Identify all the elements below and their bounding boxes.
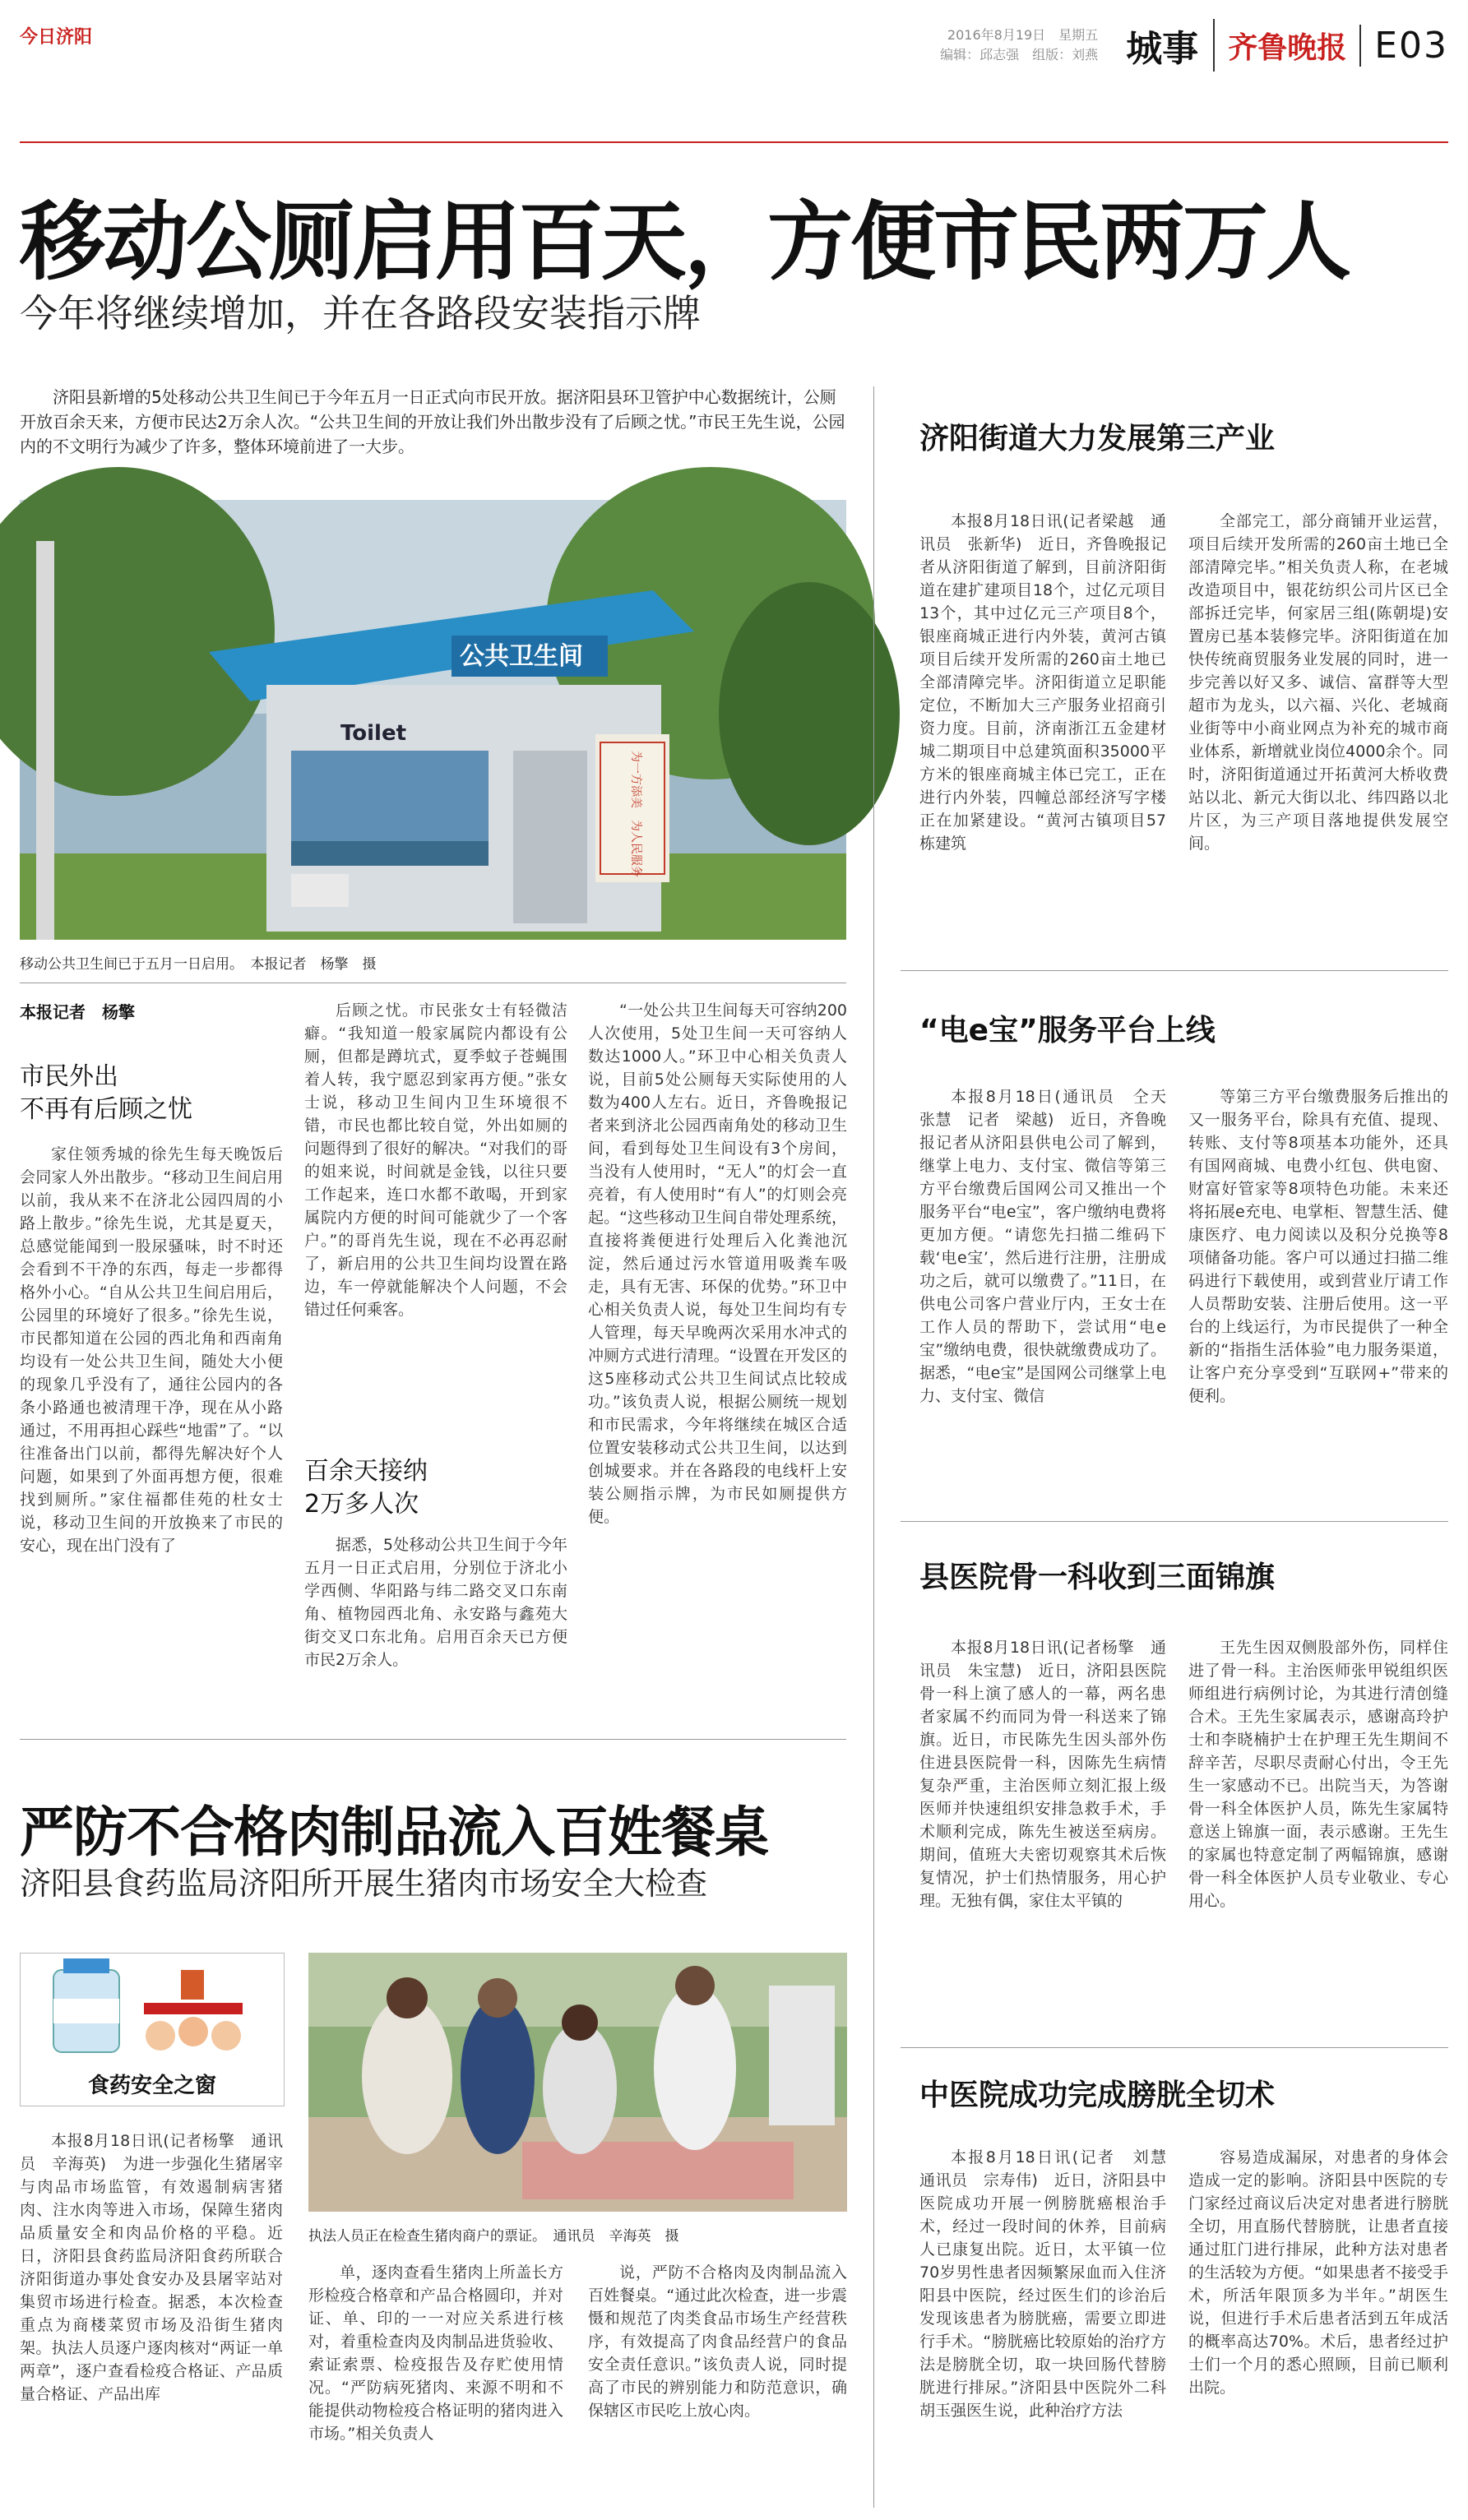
header-rule: [20, 141, 1448, 143]
photo-toilet-text: Toilet: [340, 721, 407, 746]
story3-column-2: [1188, 1085, 1448, 1505]
header-meta: [940, 25, 1098, 65]
lead-paragraph: 济阳县新增的5处移动公共卫生间已于今年五月一日正式向市民开放。据济阳县环卫管护中心数据统计，公厕开放百余天来，方便市民达2万余人次。“公共卫生间的开放让我们外出散步没有了后顾之忧。”市民王先生说，公园内的不文明行为减少了许多，整体环境前进了一大步。: [20, 387, 845, 456]
story3-col2-text: 等第三方平台缴费服务后推出的又一服务平台，除具有充值、提现、转账、支付等8项基本功能外，还具有国网商城、电费小红包、供电窗、财富好管家等8项特色功能。未来还将拓展e充电、电掌柜、智慧生活、健康医疗、电力阅读以及积分兑换等8项储备功能。客户可以通过扫描二维码进行下载使用，或到营业厅请工作人员帮助安装、注册后使用。这一平台的上线运行，为市民提供了一种全新的“指指生活体验”电力服务渠道，让客户充分享受到“互联网+”带来的便利。: [1188, 1088, 1448, 1405]
story4-headline: 县医院骨一科收到三面锦旗: [919, 1561, 1276, 1594]
story5-top-rule: [20, 1739, 846, 1740]
story2-column-1: [919, 510, 1166, 954]
story6-column-2: [1188, 2146, 1448, 2508]
column-divider: [873, 386, 874, 2508]
story1-col3-text: “一处公共卫生间每天可容纳200人次使用，5处卫生间一天可容纳人数达1000人。”环卫中心相关负责人说，目前5处公厕每天实际使用的人数为400人左右。近日，齐鲁晚报记者来到济北公园西南角处的移动卫生间，看到每处卫生间设有3个房间，当没有人使用时，“无人”的灯会一直亮着，有人使用时“有人”的灯则会亮起。“这些移动卫生间自带处理系统，直接将粪便进行处理后入化粪池沉淀，然后通过污水管道用吸粪车吸走，具有无害、环保的优势。”环卫中心相关负责人说，每处卫生间均有专人管理，每天早晚两次采用水冲式的冲厕方式进行清理。“设置在开发区的这5座移动式公共卫生间试点比较成功。”该负责人说，根据公厕统一规划和市民需求，今年将继续在城区合适位置安装移动式公共卫生间，以达到创城要求。并在各路段的电线杆上安装公厕指示牌，为市民如厕提供方便。: [588, 1001, 847, 1526]
photo-sign-text: 公共卫生间: [460, 642, 583, 671]
inspection-photo: [308, 1953, 847, 2212]
story3-column-1: [919, 1085, 1183, 1505]
story1-byline: 本报记者 杨擎: [20, 1002, 135, 1022]
story1-column-2: [304, 999, 567, 1455]
story5-column-2: [308, 2261, 563, 2508]
story4-rule: [901, 2047, 1448, 2048]
lead-subheadline: 今年将继续增加，并在各路段安装指示牌: [20, 291, 701, 335]
story5-column-3: [588, 2261, 847, 2508]
story4-column-2: [1188, 1636, 1448, 2031]
story1-column-1: [20, 1143, 283, 1710]
story3-headline: “电e宝”服务平台上线: [919, 1014, 1216, 1047]
story6-col2-text: 容易造成漏尿，对患者的身体会造成一定的影响。济阳县中医院的专门家经过商议后决定对患者进行膀胱全切，用直肠代替膀胱，让患者直接通过肛门进行排尿，此种方法对患者的生活较为方便。“如果患者不接受手术，所活年限顶多为半年。”胡医生说，但进行手术后患者活到五年成活的概率高达70%。术后，患者经过护士们一个月的悉心照顾，目前已顺利出院。: [1188, 2148, 1448, 2397]
story5-col3-text: 说，严防不合格肉及肉制品流入百姓餐桌。“通过此次检查，进一步震慑和规范了肉类食品市场生产经营秩序，有效提高了肉食品经营户的食品安全责任意识。”该负责人说，同时提高了市民的辨别能力和防范意识，确保辖区市民吃上放心肉。: [588, 2263, 847, 2420]
page-header: [940, 16, 1448, 74]
story1-col2-text: 后顾之忧。市民张女士有轻微洁癖。“我知道一般家属院内都设有公厕，但都是蹲坑式，夏季蚊子苍蝇围着人转，我宁愿忍到家再方便。”张女士说，移动卫生间内卫生环境很不错，市民也都比较自觉，外出如厕的问题得到了很好的解决。“对我们的哥的姐来说，时间就是金钱，以往只要工作起来，连口水都不敢喝，开到家属院内方便的时间可能就少了一个客户。”的哥肖先生说，现在不必再忍耐了，新启用的公共卫生间均设置在路边，车一停就能解决个人问题，不会错过任何乘客。: [304, 1001, 567, 1319]
section-tag: 今日济阳: [20, 27, 93, 48]
toilet-photo-caption: 移动公共卫生间已于五月一日启用。 本报记者 杨擎 摄: [20, 956, 377, 973]
story3-rule: [901, 1521, 1448, 1522]
story4-col2-text: 王先生因双侧股部外伤，同样住进了骨一科。主治医师张甲锐组织医师组进行病例讨论，为其进行清创缝合术。王先生家属表示，感谢高玲护士和李晓楠护士在护理王先生期间不辞辛苦，尽职尽责耐心付出，令王先生一家感动不已。出院当天，为答谢骨一科全体医护人员，陈先生家属特意送上锦旗一面，表示感谢。王先生的家属也特意定制了两幅锦旗，感谢骨一科全体医护人员专业敬业、专心用心。: [1188, 1639, 1448, 1910]
story5-column-1: [20, 2129, 283, 2508]
story4-column-1: [919, 1636, 1166, 2031]
story5-col1-text: 本报8月18日讯(记者杨擎 通讯员 辛海英) 为进一步强化生猪屠宰与肉品市场监管，有效遏制病害猪肉、注水肉等进入市场，保障生猪肉品质量安全和肉品价格的平稳。近日，济阳县食药监局济阳食药所联合济阳街道办事处食安办及县屠宰站对集贸市场进行检查。据悉，本次检查重点为商楼菜贸市场及沿街生猪肉架。执法人员逐户逐肉核对“两证一单两章”，逐户查看检疫合格证、产品质量合格证、产品出库: [20, 2132, 283, 2403]
page-number: E03: [1374, 24, 1448, 67]
story1-col1-text: 家住领秀城的徐先生每天晚饭后会同家人外出散步。“移动卫生间启用以前，我从来不在济北公园四周的小路上散步。”徐先生说，尤其是夏天，总感觉能闻到一股尿骚味，时不时还会看到不干净的东西，每走一步都得格外小心。“自从公共卫生间启用后，公园里的环境好了很多。”徐先生说，市民都知道在公园的西北角和西南角均设有一处公共卫生间，随处大小便的现象几乎没有了，通往公园内的各条小路通也被清理干净，现在从小路通过，不用再担心踩些“地雷”了。“以往准备出门以前，都得先解决好个人问题，如果到了外面再想方便，很难找到厕所。”家住福都佳苑的杜女士说，移动卫生间的开放换来了市民的安心，现在出门没有了: [20, 1145, 283, 1555]
story1-column-3: [588, 999, 847, 1710]
column-name: 城事: [1111, 19, 1215, 72]
story6-col1-text: 本报8月18日讯(记者 刘慧 通讯员 宗寿伟) 近日，济阳县中医院成功开展一例膀胱癌根治手术，经过一段时间的休养，目前病人已康复出院。近日，太平镇一位70岁男性患者因频繁尿血而入住济阳县中医院，经过医生们的诊治后发现该患者为膀胱癌，需要立即进行手术。“膀胱癌比较原始的治疗方法是膀胱全切，取一块回肠代替膀胱进行排尿。”济阳县中医院外二科胡玉强医生说，此种治疗方法: [919, 2148, 1183, 2420]
story5-col2-text: 单，逐肉查看生猪肉上所盖长方形检疫合格章和产品合格圆印，并对证、单、印的一一对应关系进行核对，着重检查肉及肉制品进货验收、索证索票、检疫报告及存贮使用情况。“严防病死猪肉、来源不明和不能提供动物检疫合格证明的猪肉进入市场。”相关负责人: [308, 2263, 563, 2443]
editors-line: 编辑：邱志强 组版：刘燕: [940, 47, 1099, 62]
story6-headline: 中医院成功完成膀胱全切术: [919, 2078, 1276, 2112]
food-safety-badge: [20, 1953, 285, 2106]
story1-subhead-1: 市民外出 不再有后顾之忧: [20, 1062, 192, 1124]
food-safety-illustration: [21, 1954, 284, 2069]
story2-rule: [901, 970, 1448, 971]
lead-headline: 移动公厕启用百天，方便市民两万人: [20, 192, 1350, 292]
story4-col1-text: 本报8月18日讯(记者杨擎 通讯员 朱宝慧) 近日，济阳县医院骨一科上演了感人的一幕，两名患者家属不约而同为骨一科送来了锦旗。近日，市民陈先生因头部外伤住进县医院骨一科，因陈先生病情复杂严重，主治医师立刻汇报上级医师并快速组织安排急救手术，手术顺利完成，陈先生被送至病房。期间，值班大夫密切观察其术后恢复情况，护士们热情服务，用心护理。无独有偶，家住太平镇的: [919, 1639, 1166, 1910]
story2-headline: 济阳街道大力发展第三产业: [919, 422, 1276, 455]
story1-subhead-2: 百余天接纳 2万多人次: [304, 1457, 428, 1519]
newspaper-logo: 齐鲁晚报: [1215, 25, 1361, 67]
story2-col2-text: 全部完工，部分商铺开业运营，项目后续开发所需的260亩土地已全部清障完毕。”相关负责人称，在老城改造项目中，银花纺织公司片区已全部拆迁完毕，何家居三组(陈朝堤)安置房已基本装修完毕。济阳街道在加快传统商贸服务业发展的同时，进一步完善以好又多、诚信、富群等大型超市为龙头，以六福、兴化、老城商业街等中小商业网点为补充的城市商业体系，新增就业岗位4000余个。同时，济阳街道通过开拓黄河大桥收费站以北、新元大街以北、纬四路以北片区，为三产项目落地提供发展空间。: [1188, 512, 1448, 853]
story6-column-1: [919, 2146, 1183, 2508]
story5-headline: 严防不合格肉制品流入百姓餐桌: [20, 1801, 768, 1864]
story1-column-2b: [304, 1533, 567, 1710]
story2-col1-text: 本报8月18日讯(记者梁越 通讯员 张新华) 近日，齐鲁晚报记者从济阳街道了解到，目前济阳街道在建扩建项目18个，过亿元项目13个，其中过亿元三产项目8个，银座商城正进行内外装，黄河古镇项目后续开发所需的260亩土地已全部清障完毕。济阳街道立足职能定位，不断加大三产服务业招商引资力度。目前，济南浙江五金建材城二期项目中总建筑面积35000平方米的银座商城主体已完工，正在进行内外装，四幢总部经济写字楼正在加紧建设。“黄河古镇项目57栋建筑: [919, 512, 1166, 853]
story5-subheadline: 济阳县食药监局济阳所开展生猪肉市场安全大检查: [20, 1866, 708, 1902]
inspection-photo-caption: 执法人员正在检查生猪肉商户的票证。 通讯员 辛海英 摄: [308, 2228, 679, 2245]
story2-column-2: [1188, 510, 1448, 954]
food-safety-label: 食药安全之窗: [87, 2074, 216, 2098]
story1-col2b-text: 据悉，5处移动公共卫生间于今年五月一日正式启用，分别位于济北小学西侧、华阳路与纬二路交叉口东南角、植物园西北角、永安路与鑫苑大街交叉口东北角。启用百余天已方便市民2万余人。: [304, 1536, 567, 1669]
photo-banner-text: 为一方添美 为人民服务: [629, 751, 642, 877]
story3-col1-text: 本报8月18日(通讯员 仝天 张慧 记者 梁越) 近日，齐鲁晚报记者从济阳县供电公司了解到，继掌上电力、支付宝、微信等第三方平台缴费后国网公司又推出一个服务平台“电e宝”，客户缴纳电费将更加方便。“请您先扫描二维码下载‘电e宝’，然后进行注册，注册成功之后，就可以缴费了。”11日，在供电公司客户营业厅内，王女士在工作人员的帮助下，尝试用“电e宝”缴纳电费，很快就缴费成功了。据悉，“电e宝”是国网公司继掌上电力、支付宝、微信: [919, 1088, 1183, 1405]
issue-date: 2016年8月19日 星期五: [947, 27, 1099, 43]
toilet-photo: [20, 500, 846, 940]
